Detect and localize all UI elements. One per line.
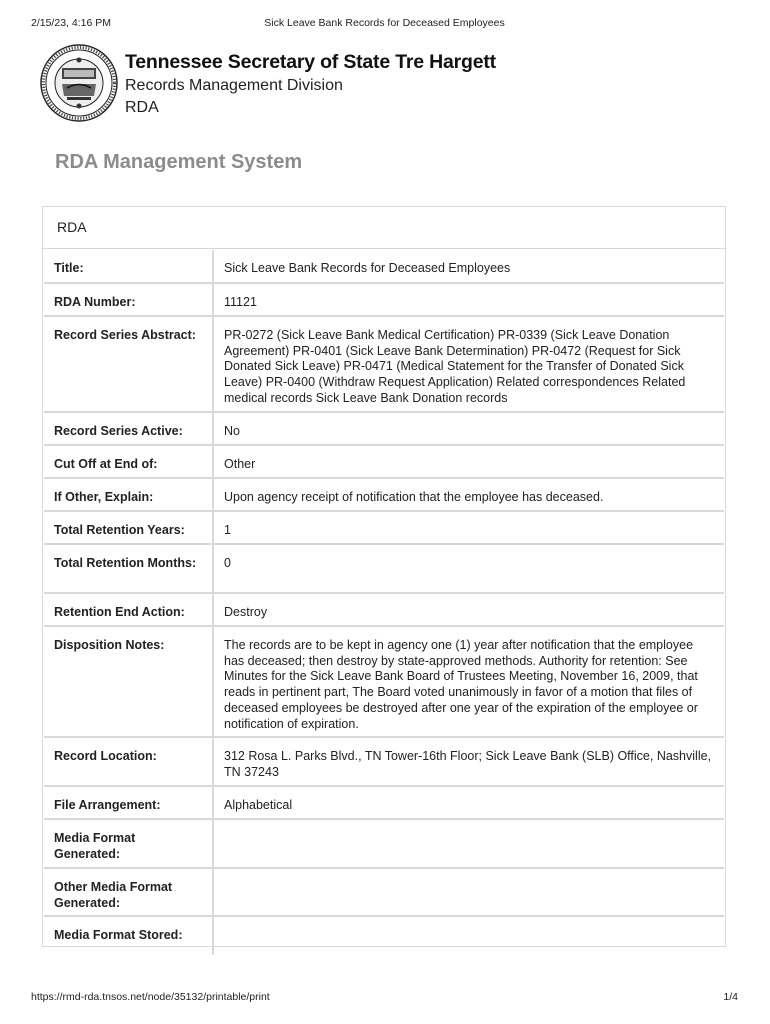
row-media-format-stored [44,917,724,955]
row-total-retention-years [44,512,724,545]
field-value: Sick Leave Bank Records for Deceased Employees [214,250,724,284]
field-label: Media Format Generated: [44,820,214,869]
field-label: RDA Number: [44,284,214,317]
state-seal-icon [40,44,118,122]
field-value [214,869,724,917]
page-number: 1/4 [723,991,738,1003]
field-value: 11121 [214,284,724,317]
print-url: https://rmd-rda.tnsos.net/node/35132/printable/print [31,991,270,1003]
field-value: Other [214,446,724,479]
field-value: The records are to be kept in agency one (1) year after notification that the employee has deceased; then destroy by state-approved methods. Authority for retention: See Minutes for the Sick Leave Bank Board of Trustees Meeting, November 16, 2009, that reads in pertinent part, The Board voted unanimously in favor of a motion that files of deceased employees be destroyed after one year of the expiration of the employee or notification of expiration. [214,627,724,738]
row-disposition-notes [44,627,724,738]
panel-heading: RDA [43,207,725,249]
print-timestamp: 2/15/23, 4:16 PM [31,17,111,29]
field-value: 1 [214,512,724,545]
field-label: Disposition Notes: [44,627,214,738]
field-label: Record Series Active: [44,413,214,446]
header-title: Tennessee Secretary of State Tre Hargett [125,51,496,73]
header-branding [125,51,496,118]
field-label: Media Format Stored: [44,917,214,955]
row-record-series-abstract [44,317,724,413]
field-value: 312 Rosa L. Parks Blvd., TN Tower-16th Floor; Sick Leave Bank (SLB) Office, Nashville, TN 37243 [214,738,724,787]
field-value [214,820,724,869]
row-other-media-format-generated [44,869,724,917]
field-label: Cut Off at End of: [44,446,214,479]
field-label: Total Retention Years: [44,512,214,545]
field-label: Record Location: [44,738,214,787]
print-header [31,17,738,33]
field-value: Destroy [214,594,724,627]
field-value: Alphabetical [214,787,724,820]
row-title [44,250,724,284]
row-media-format-generated [44,820,724,869]
field-value: 0 [214,545,724,594]
field-value: No [214,413,724,446]
row-record-series-active [44,413,724,446]
header-unit: RDA [125,99,159,116]
field-label: Record Series Abstract: [44,317,214,413]
print-footer [31,991,738,1007]
row-if-other-explain [44,479,724,512]
field-label: Retention End Action: [44,594,214,627]
row-total-retention-months [44,545,724,594]
row-record-location [44,738,724,787]
field-value: PR-0272 (Sick Leave Bank Medical Certification) PR-0339 (Sick Leave Donation Agreement) PR-0401 (Sick Leave Bank Determination) PR-0472 (Request for Sick Donated Sick Leave) PR-0471 (Medical Statement for the Transfer of Donated Sick Leave) PR-0400 (Withdraw Request Application) Related correspondences Related medical records Sick Leave Bank Donation records [214,317,724,413]
rda-fields [43,249,725,955]
rda-panel [42,206,726,947]
field-label: Title: [44,250,214,284]
print-page-title: Sick Leave Bank Records for Deceased Employees [264,17,505,29]
row-cut-off [44,446,724,479]
field-value [214,917,724,955]
field-label: File Arrangement: [44,787,214,820]
field-label: Total Retention Months: [44,545,214,594]
system-title: RDA Management System [55,151,303,173]
row-retention-end-action [44,594,724,627]
header-division: Records Management Division [125,77,343,94]
row-rda-number [44,284,724,317]
field-label: If Other, Explain: [44,479,214,512]
row-file-arrangement [44,787,724,820]
field-value: Upon agency receipt of notification that the employee has deceased. [214,479,724,512]
field-label: Other Media Format Generated: [44,869,214,917]
